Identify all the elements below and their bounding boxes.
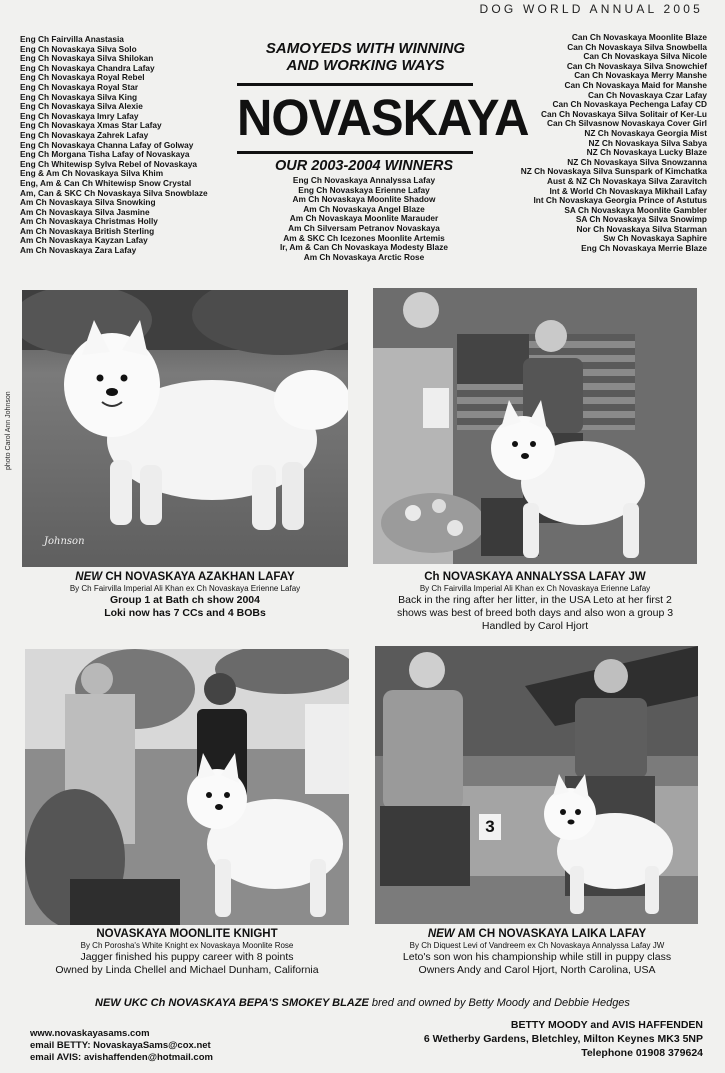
list-item: Eng Ch Whitewisp Sylva Rebel of Novaskaya — [20, 158, 198, 169]
list-item: Am Ch Novaskaya Zara Lafay — [20, 245, 137, 256]
list-item: Eng Ch Novaskaya Silva Alexie — [20, 101, 143, 112]
list-item: Can Ch Novaskaya Silva Snowbella — [567, 41, 707, 52]
caption-line: Jagger finished his puppy career with 8 points — [80, 951, 294, 963]
list-item: Eng Ch Fairvilla Anastasia — [20, 34, 124, 44]
list-item: Can Ch Novaskaya Silva Snowchief — [566, 60, 707, 71]
caption-line: shows was best of breed both days and also won a group 3 — [396, 607, 674, 619]
list-item: Am Ch Novaskaya Christmas Holly — [20, 216, 158, 227]
divider — [237, 151, 473, 154]
list-item: Eng Ch Novaskaya Royal Rebel — [20, 72, 145, 83]
list-item: Am Ch Silversam Petranov Novaskaya — [288, 222, 440, 233]
photo-signature: Johnson — [44, 536, 85, 547]
caption-pedigree: By Ch Fairvilla Imperial Ali Khan ex Ch Novaskaya Erienne Lafay — [69, 584, 301, 593]
left-champion-list — [20, 35, 235, 256]
list-item: Eng Ch Novaskaya Erienne Lafay — [298, 184, 430, 195]
caption-line: Loki now has 7 CCs and 4 BOBs — [104, 607, 266, 619]
tagline-line: AND WORKING WAYS — [286, 57, 445, 74]
list-item: NZ Ch Novaskaya Silva Snowzanna — [567, 156, 707, 167]
list-item: Nor Ch Novaskaya Silva Starman — [576, 223, 707, 234]
list-item: SA Ch Novaskaya Moonlite Gambler — [564, 204, 707, 215]
postal-address: 6 Wetherby Gardens, Bletchley, Milton Keynes MK3 5NP — [423, 1033, 703, 1045]
list-item: Can Ch Novaskaya Merry Manshe — [574, 70, 707, 81]
list-item: Can Ch Novaskaya Moonlite Blaze — [571, 32, 707, 42]
list-item: Am Ch Novaskaya British Sterling — [20, 225, 155, 236]
list-item: Can Ch Novaskaya Czar Lafay — [588, 89, 707, 100]
caption-line: Owners Andy and Carol Hjort, North Carolina, USA — [418, 964, 656, 976]
caption-title: NEW CH NOVASKAYA AZAKHAN LAFAY — [75, 571, 295, 583]
ukc-announcement — [10, 997, 715, 1009]
list-item: Ir, Am & Can Ch Novaskaya Modesty Blaze — [280, 242, 448, 253]
caption-line: Owned by Linda Chellel and Michael Dunham, California — [55, 964, 319, 976]
caption-pedigree: By Ch Fairvilla Imperial Ali Khan ex Ch Novaskaya Erienne Lafay — [419, 584, 651, 593]
list-item: Eng Ch Novaskaya Xmas Star Lafay — [20, 120, 162, 131]
list-item: Am Ch Novaskaya Moonlite Marauder — [289, 213, 439, 224]
list-item: Eng Ch Novaskaya Silva Shilokan — [20, 53, 154, 64]
dog-photo-moonlite-knight — [25, 649, 349, 925]
magazine-header: DOG WORLD ANNUAL 2005 — [479, 2, 703, 16]
list-item: Eng Ch Morgana Tisha Lafay of Novaskaya — [20, 149, 190, 160]
dog-photo-azakhan — [22, 290, 348, 567]
contact-web-email — [30, 1028, 213, 1064]
caption-pedigree: By Ch Diquest Levi of Vandreem ex Ch Novaskaya Annalyssa Lafay JW — [409, 941, 665, 950]
telephone: Telephone 01908 379624 — [581, 1047, 703, 1059]
ukc-title: NEW UKC Ch NOVASKAYA BEPA'S SMOKEY BLAZE — [95, 997, 369, 1009]
caption-laika — [362, 927, 712, 977]
list-item: Am Ch Novaskaya Moonlite Shadow — [292, 194, 436, 205]
caption-azakhan — [22, 570, 348, 620]
list-item: Am Ch Novaskaya Silva Jasmine — [20, 206, 150, 217]
list-item: Am Ch Novaskaya Angel Blaze — [303, 203, 425, 214]
list-item: Am & SKC Ch Icezones Moonlite Artemis — [283, 232, 445, 243]
caption-line: Leto's son won his championship while still in puppy class — [402, 951, 672, 963]
caption-pedigree: By Ch Porosha's White Knight ex Novaskaya Moonlite Rose — [80, 941, 294, 950]
email-avis-link[interactable]: email AVIS: avishaffenden@hotmail.com — [30, 1052, 213, 1063]
list-item: Am Ch Novaskaya Silva Snowking — [20, 197, 156, 208]
list-item: Can Ch Silvasnow Novaskaya Cover Girl — [546, 118, 707, 129]
list-item: Eng Ch Novaskaya Merrie Blaze — [581, 243, 707, 254]
list-item: SA Ch Novaskaya Silva Snowimp — [575, 214, 707, 225]
caption-line: Group 1 at Bath ch show 2004 — [110, 594, 260, 606]
list-item: Eng & Am Ch Novaskaya Silva Khim — [20, 168, 164, 179]
winners-title: OUR 2003-2004 WINNERS — [274, 158, 454, 174]
contact-address — [424, 1018, 703, 1060]
website-link[interactable]: www.novaskayasams.com — [30, 1028, 150, 1039]
dog-photo-annalyssa — [373, 288, 697, 564]
email-betty-link[interactable]: email BETTY: NovaskayaSams@cox.net — [30, 1040, 211, 1051]
list-item: Eng, Am & Can Ch Whitewisp Snow Crystal — [20, 177, 192, 188]
list-item: Int & World Ch Novaskaya Mikhail Lafay — [549, 185, 707, 196]
ring-number: 3 — [485, 817, 495, 836]
list-item: Am Ch Novaskaya Arctic Rose — [303, 251, 425, 262]
owner-names: BETTY MOODY and AVIS HAFFENDEN — [510, 1019, 703, 1031]
list-item: Can Ch Novaskaya Silva Solitair of Ker-Lu — [541, 108, 707, 119]
list-item: Eng Ch Novaskaya Royal Star — [20, 81, 139, 92]
caption-moonlite-knight — [12, 927, 362, 977]
list-item: Int Ch Novaskaya Georgia Prince of Astutus — [533, 195, 707, 206]
list-item: Eng Ch Novaskaya Imry Lafay — [20, 110, 139, 121]
caption-line: Handled by Carol Hjort — [481, 620, 589, 632]
list-item: Eng Ch Novaskaya Silva Solo — [20, 43, 137, 54]
list-item: Eng Ch Novaskaya Channa Lafay of Golway — [20, 139, 194, 150]
list-item: Can Ch Novaskaya Pechenga Lafay CD — [552, 99, 707, 110]
dog-photo-laika — [375, 646, 698, 924]
list-item: Aust & NZ Ch Novaskaya Silva Zaravitch — [546, 175, 707, 186]
caption-title: Ch NOVASKAYA ANNALYSSA LAFAY JW — [424, 571, 646, 583]
list-item: Eng Ch Novaskaya Zahrek Lafay — [20, 129, 149, 140]
caption-title: NEW AM CH NOVASKAYA LAIKA LAFAY — [427, 928, 647, 940]
list-item: NZ Ch Novaskaya Silva Sabya — [588, 137, 707, 148]
list-item: NZ Ch Novaskaya Georgia Mist — [584, 127, 707, 138]
list-item: NZ Ch Novaskaya Silva Sunspark of Kimchatka — [520, 166, 707, 177]
list-item: Sw Ch Novaskaya Saphire — [603, 233, 707, 244]
list-item: Am Ch Novaskaya Kayzan Lafay — [20, 235, 148, 246]
right-champion-list — [497, 33, 707, 254]
list-item: Eng Ch Novaskaya Silva King — [20, 91, 138, 102]
list-item: Can Ch Novaskaya Maid for Manshe — [564, 79, 707, 90]
brand-title: NOVASKAYA — [237, 89, 529, 147]
center-winner-list — [238, 176, 490, 262]
list-item: Can Ch Novaskaya Silva Nicole — [583, 51, 707, 62]
tagline-line: SAMOYEDS WITH WINNING — [265, 40, 466, 57]
list-item: Eng Ch Novaskaya Annalyssa Lafay — [292, 175, 436, 185]
list-item: Eng Ch Novaskaya Chandra Lafay — [20, 62, 155, 73]
list-item: Am, Can & SKC Ch Novaskaya Silva Snowblaze — [20, 187, 208, 198]
caption-line: Back in the ring after her litter, in the USA Leto at her first 2 — [398, 594, 672, 606]
ukc-rest: bred and owned by Betty Moody and Debbie Hedges — [368, 997, 630, 1009]
list-item: NZ Ch Novaskaya Lucky Blaze — [586, 147, 707, 158]
caption-annalyssa — [360, 570, 710, 633]
caption-title: NOVASKAYA MOONLITE KNIGHT — [96, 928, 278, 940]
photo-credit: photo Carol Ann Johnson — [5, 391, 12, 470]
tagline — [238, 40, 493, 74]
